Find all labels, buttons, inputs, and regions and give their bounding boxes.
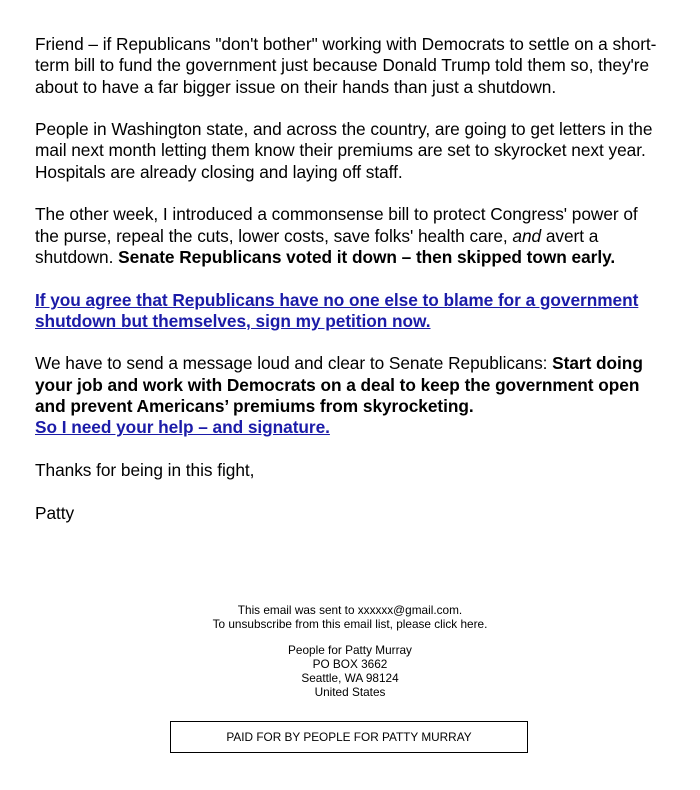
sent-to-label: This email was sent to [237,603,358,617]
paid-for-text: PAID FOR BY PEOPLE FOR PATTY MURRAY [226,730,472,744]
paragraph-bill-text-2: avert a shutdown. [35,225,599,267]
recipient-email: xxxxxx@gmail.com [357,603,459,617]
mailing-address [0,643,700,699]
unsubscribe-line [0,617,700,631]
paragraph-bill-text: The other week, I introduced a commonsense bill to protect Congress' power of the purse, repeal the cuts, lower costs, save folks' health care, [35,204,638,246]
sent-to-period: . [458,603,463,617]
unsubscribe-period: . [484,617,488,631]
address-line2: Seattle, WA 98124 [301,671,399,685]
signature-help-link[interactable]: So I need your help – and signature. [35,417,330,438]
paragraph-premiums: People in Washington state, and across the country, are going to get letters in the mail next month letting them know their premiums are set to skyrocket next year. Hospitals are already closing and laying off staff. [35,119,653,182]
paragraph-bill-bold: Senate Republicans voted it down – then skipped town early. [118,246,616,267]
paragraph-thanks: Thanks for being in this fight, [35,459,255,480]
paragraph-message-bold: Start doing your job and work with Democrats on a deal to keep the government open and prevent Americans’ premiums from skyrocketing. [35,353,643,417]
sent-to-line [0,603,700,617]
address-org: People for Patty Murray [288,643,412,657]
paid-for-disclaimer [170,721,528,753]
unsubscribe-label: To unsubscribe from this email list, please [212,617,435,631]
petition-link[interactable]: If you agree that Republicans have no one else to blame for a government shutdown but themselves, sign my petition now. [35,289,639,331]
paragraph-message-text: We have to send a message loud and clear to Senate Republicans: [35,353,553,374]
address-line1: PO BOX 3662 [312,657,388,671]
paragraph-petition [35,290,665,333]
unsubscribe-link[interactable]: click here [434,617,485,631]
paragraph-bill [35,204,665,268]
paragraph-intro: Friend – if Republicans "don't bother" working with Democrats to settle on a short-term bill to fund the government just because Donald Trump told them so, they're about to have a far bigger issue on their hands than just a shutdown. [35,34,657,97]
address-country: United States [314,685,386,699]
footer-notice [0,603,700,631]
paragraph-message [35,353,665,438]
email-body [35,34,665,545]
signature: Patty [35,502,75,523]
paragraph-bill-italic: and [512,225,542,246]
